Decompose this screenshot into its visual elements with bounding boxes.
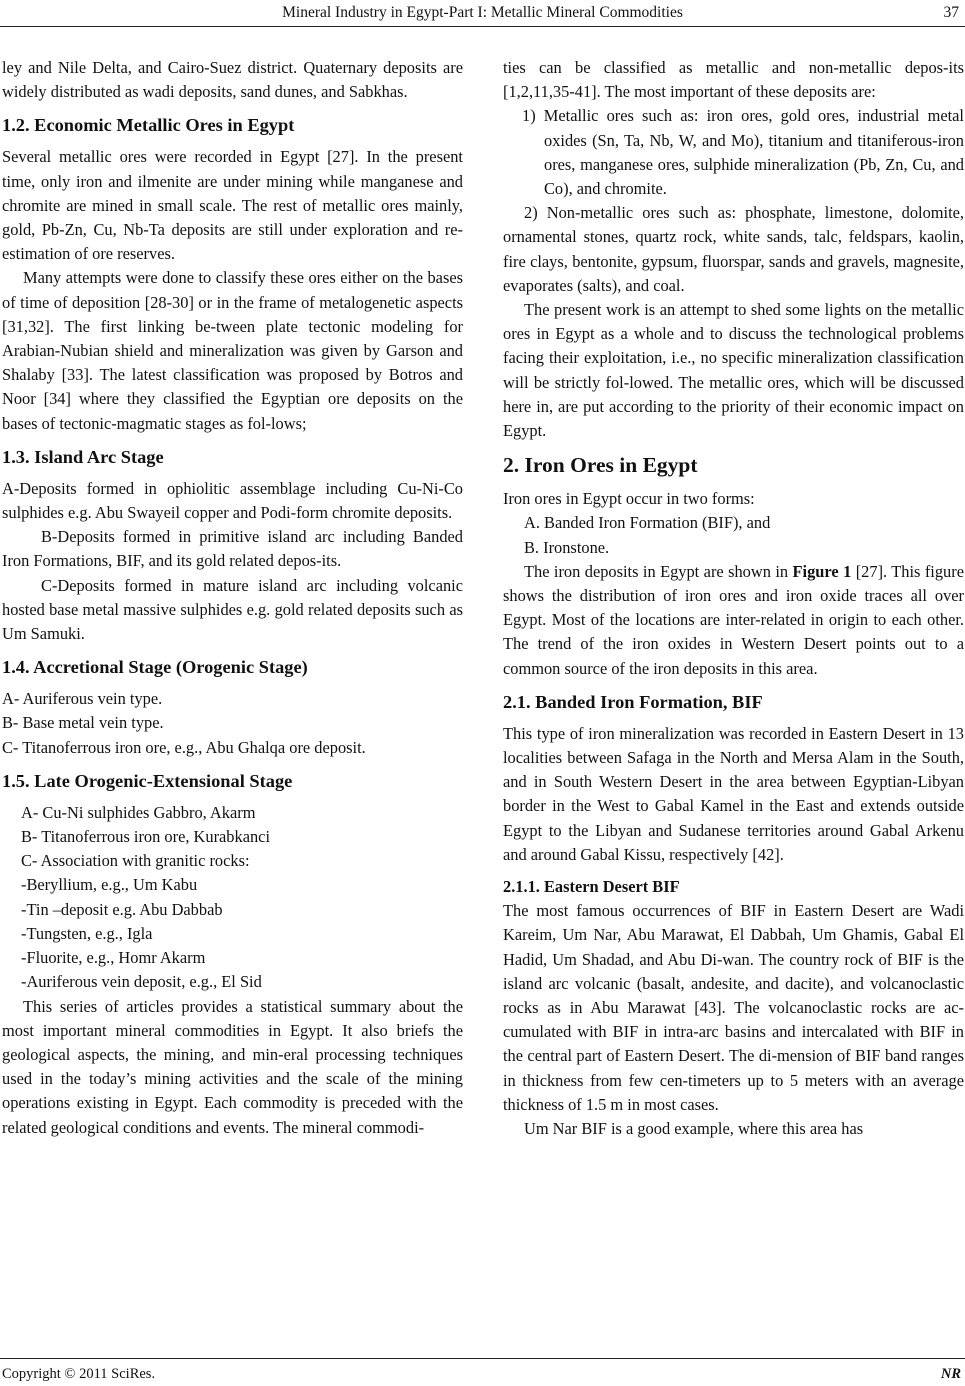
paragraph: ley and Nile Delta, and Cairo-Suez district. Quaternary deposits are widely distributed as wadi deposits, sand dunes, and Sabkhas. bbox=[2, 58, 463, 102]
section-heading-2-1: 2.1. Banded Iron Formation, BIF bbox=[503, 691, 763, 712]
list-item: A- Cu-Ni sulphides Gabbro, Akarm bbox=[21, 802, 256, 822]
list-item: B. Ironstone. bbox=[524, 537, 610, 557]
paragraph: ties can be classified as metallic and non-metallic depos-its [1,2,11,35-41]. The most important of these deposits are: bbox=[503, 58, 964, 102]
list-item: -Tin –deposit e.g. Abu Dabbab bbox=[21, 899, 223, 919]
right-column bbox=[503, 56, 964, 1141]
list-item: -Auriferous vein deposit, e.g., El Sid bbox=[21, 972, 262, 992]
section-heading-1-4: 1.4. Accretional Stage (Orogenic Stage) bbox=[2, 657, 308, 678]
list-item: A- Auriferous vein type. bbox=[2, 689, 163, 709]
paragraph: A-Deposits formed in ophiolitic assemblage including Cu-Ni-Co sulphides e.g. Abu Swayeil copper and Podi-form chromite deposits. bbox=[2, 478, 463, 523]
text-span: The iron deposits in Egypt are shown in bbox=[524, 561, 793, 581]
paragraph: This series of articles provides a statistical summary about the most important mineral commodities in Egypt. It also briefs the geological aspects, the mining, and min-eral processing techniques used in the today’s mining activities and the scale of the mining operations existing in Egypt. Each commodity is preceded with the related geological conditions and events. The mineral commodi- bbox=[2, 996, 463, 1137]
paragraph bbox=[503, 560, 964, 681]
list-item: -Fluorite, e.g., Homr Akarm bbox=[21, 948, 206, 968]
paragraph: Um Nar BIF is a good example, where this area has bbox=[524, 1118, 864, 1138]
copyright-notice: Copyright © 2011 SciRes. bbox=[2, 1366, 156, 1382]
list-item: C- Association with granitic rocks: bbox=[21, 851, 250, 871]
paragraph: C-Deposits formed in mature island arc including volcanic hosted base metal massive sulphides e.g. gold related deposits such as Um Samuki. bbox=[2, 575, 463, 644]
section-heading-2-1-1: 2.1.1. Eastern Desert BIF bbox=[503, 877, 680, 897]
paragraph: This type of iron mineralization was recorded in Eastern Desert in 13 localities between Safaga in the North and Mersa Alam in the South, and in South Western Desert in the area between Egyptian-Libyan border in the West to Gabal Kamel in the East and extends outside Egypt to the Libyan and Sudanese territories around Gabal Arkenu and around Gabal Kissu, respectively [42]. bbox=[503, 723, 964, 864]
figure-reference-link[interactable]: Figure 1 bbox=[792, 561, 852, 581]
left-column bbox=[2, 56, 463, 1140]
paragraph: The present work is an attempt to shed some lights on the metallic ores in Egypt as a whole and to discuss the technological problems facing their exploitation, i.e., no specific mineralization classification will be strictly fol-lowed. The metallic ores, which will be discussed here in, are put according to the priority of their economic impact on Egypt. bbox=[503, 300, 964, 441]
section-heading-1-2: 1.2. Economic Metallic Ores in Egypt bbox=[2, 115, 295, 136]
list-item: 1) Metallic ores such as: iron ores, gold ores, industrial metal oxides (Sn, Ta, Nb, W, and Mo), titanium and titaniferous-iron ores, manganese ores, sulphide mineralization (Pb, Zn, Cu, and Co), and chromite. bbox=[522, 106, 964, 199]
paragraph: Iron ores in Egypt occur in two forms: bbox=[503, 489, 755, 509]
header-divider bbox=[0, 26, 965, 27]
running-title: Mineral Industry in Egypt-Part I: Metallic Mineral Commodities bbox=[282, 4, 683, 21]
list-item: C- Titanoferrous iron ore, e.g., Abu Ghalqa ore deposit. bbox=[2, 737, 366, 757]
footer-divider bbox=[0, 1358, 965, 1359]
section-heading-1-3: 1.3. Island Arc Stage bbox=[2, 446, 164, 467]
text-span: [27]. This figure shows the distribution of iron ores and iron oxide traces all over Egypt. Most of the locations are inter-related in origin to each other. The trend of the iron oxides in Western Desert points out to a common source of the iron deposits in this area. bbox=[503, 561, 964, 678]
list-item: -Tungsten, e.g., Igla bbox=[21, 923, 153, 943]
paragraph: B-Deposits formed in primitive island arc including Banded Iron Formations, BIF, and its gold related depos-its. bbox=[2, 527, 463, 571]
paragraph: 2) Non-metallic ores such as: phosphate, limestone, dolomite, ornamental stones, quartz rock, white sands, talc, feldspars, kaolin, fire clays, bentonite, gypsum, fluorspar, sands and gravels, magnesite, evaporates (salts), and coal. bbox=[503, 203, 964, 295]
paragraph: The most famous occurrences of BIF in Eastern Desert are Wadi Kareim, Um Nar, Abu Marawat, El Dabbah, Um Ghamis, Gabal El Hadid, Um Shadad, and Abu Di-wan. The country rock of BIF is the island arc volcanic (basalt, andesite, and dacite), and volcanoclastic rocks as in Abu Marawat [43]. The volcanoclastic rocks are ac-cumulated with BIF in intra-arc basins and intercalated with BIF in the central part of Eastern Desert. The di-mension of BIF band ranges in thickness from few cen-timeters up to 5 meters with an average thickness of 1.5 m in most cases. bbox=[503, 901, 964, 1114]
paragraph: Several metallic ores were recorded in Egypt [27]. In the present time, only iron and ilmenite are under mining while manganese and chromite are mined in small scale. The rest of metallic ores mainly, gold, Pb-Zn, Cu, Nb-Ta deposits are still under exploration and re-estimation of ore reserves. bbox=[2, 147, 463, 264]
section-heading-2: 2. Iron Ores in Egypt bbox=[503, 453, 698, 478]
journal-abbreviation: NR bbox=[940, 1366, 961, 1382]
page-number: 37 bbox=[943, 4, 959, 21]
section-heading-1-5: 1.5. Late Orogenic-Extensional Stage bbox=[2, 770, 293, 791]
paragraph: Many attempts were done to classify these ores either on the bases of time of deposition [28-30] or in the frame of metalogenetic aspects [31,32]. The first linking be-tween plate tectonic modeling for Arabian-Nubian shield and mineralization was given by Garson and Shalaby [33]. The latest classification was proposed by Botros and Noor [34] where they classified the Egyptian ore deposits on the bases of tectonic-magmatic stages as fol-lows; bbox=[2, 268, 463, 433]
list-item: B- Titanoferrous iron ore, Kurabkanci bbox=[21, 827, 270, 847]
list-item: -Beryllium, e.g., Um Kabu bbox=[21, 875, 198, 895]
page-header bbox=[0, 0, 965, 27]
list-item: A. Banded Iron Formation (BIF), and bbox=[524, 513, 771, 533]
list-item: B- Base metal vein type. bbox=[2, 713, 164, 733]
